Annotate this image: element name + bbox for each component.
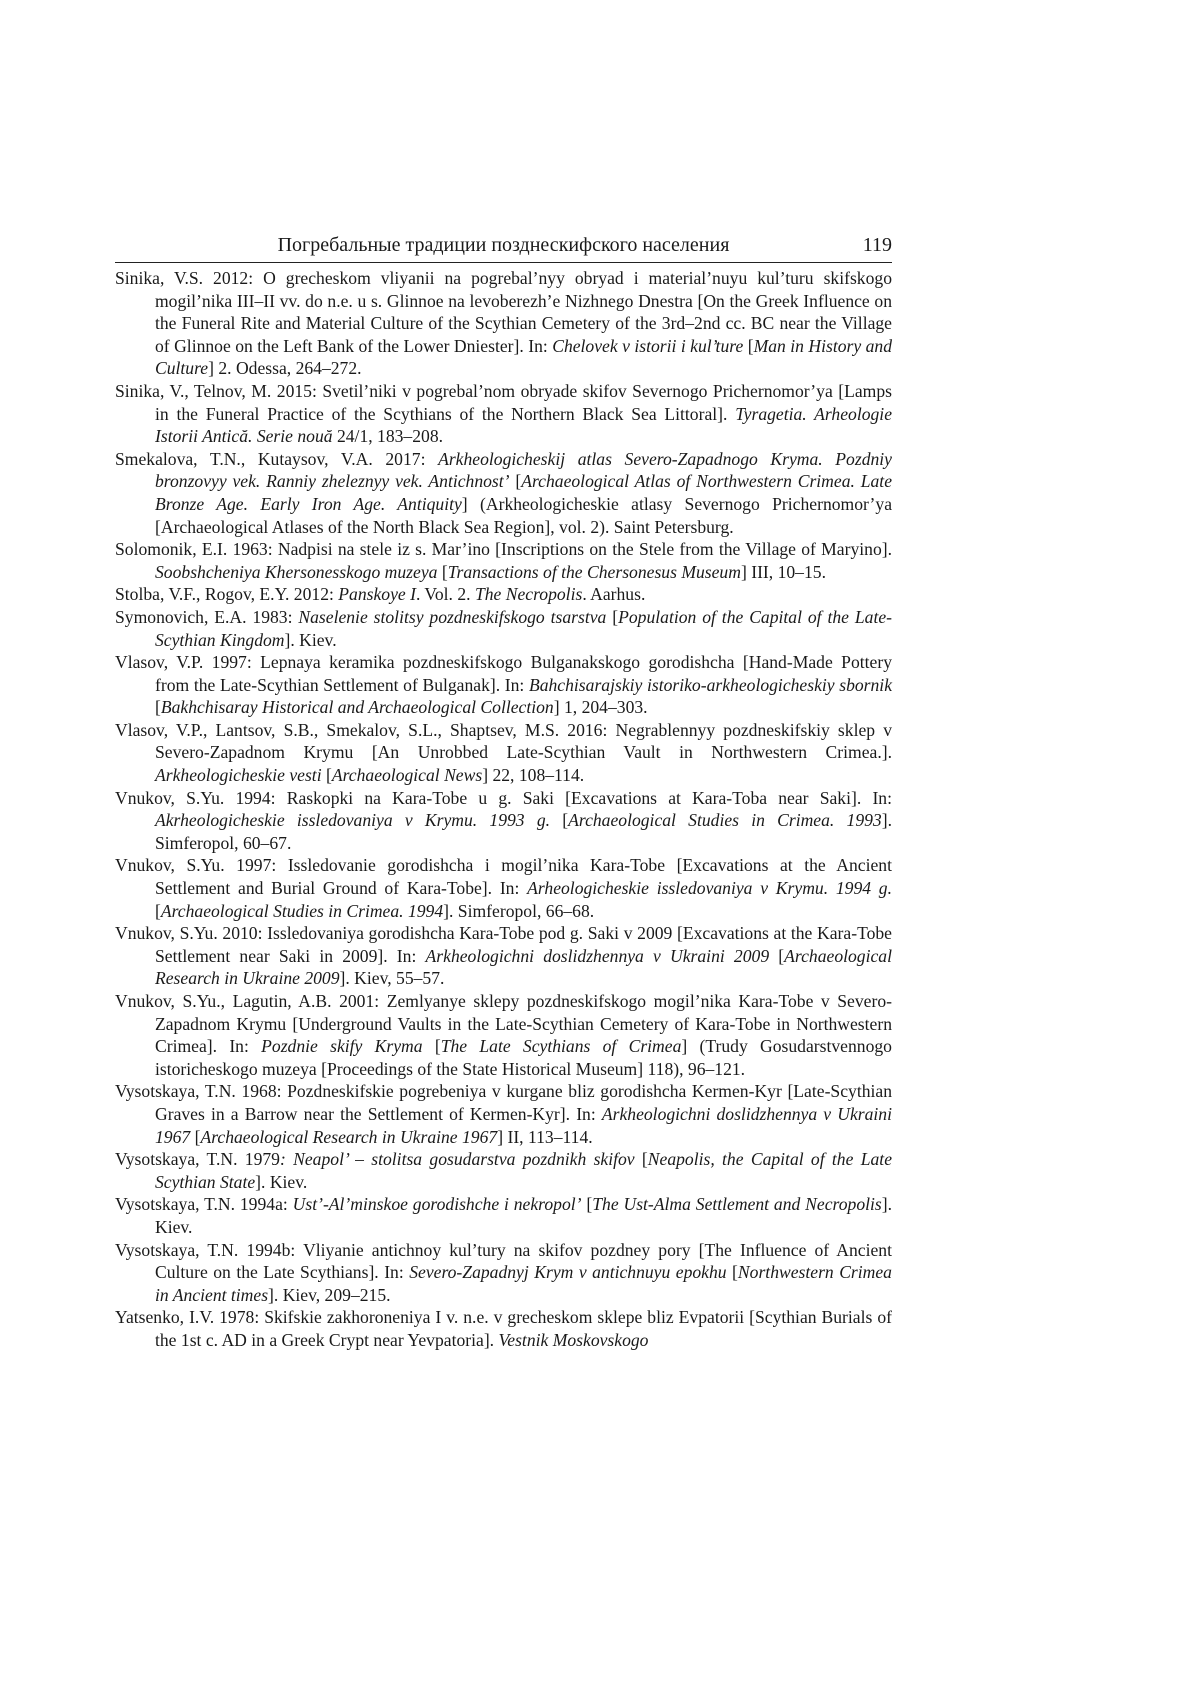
reference-italic-text: Pozdnie skify Kryma (261, 1036, 423, 1057)
reference-entry (115, 1148, 892, 1193)
reference-text: Yatsenko, I.V. 1978: Skifskie zakhoroneniya I v. n.e. v grecheskom sklepe bliz Evpatorii [Scythian Burials of the 1st c. AD in a Greek Crypt near Yevpatoria]. (115, 1307, 892, 1350)
reference-text: [ (509, 471, 522, 492)
reference-entry (115, 787, 892, 855)
reference-text: [ (155, 697, 161, 718)
reference-text: Sinika, V.S. 2012: O grecheskom vliyanii na pogrebal’nyy obryad i material’nuyu kul’turu skifskogo mogil’nika III–II vv. do n.e. u s. Glinnoe na levoberezh’e Nizhnego Dnestra [On the Greek Influence on the Funeral Rite and Material Culture of the Scythian Cemetery of the 3rd–2nd cc. BC near the Village of Glinnoe on the Left Bank of the Lower Dniester]. In: (115, 268, 892, 356)
reference-text: ]. Kiev. (155, 1194, 893, 1237)
reference-text: Vysotskaya, T.N. 1994a: (115, 1194, 293, 1215)
reference-entry (115, 854, 892, 922)
reference-text: ] 1, 204–303. (553, 697, 648, 718)
reference-italic-text: Soobshcheniya Khersonesskogo muzeya (155, 561, 438, 582)
reference-entry (115, 990, 892, 1080)
reference-text: [ (437, 561, 448, 582)
running-title: Погребальные традиции позднескифского населения (277, 234, 730, 256)
reference-italic-text: Archaeological Research in Ukraine 1967 (200, 1126, 498, 1147)
reference-italic-text: Population of the Capital of the Late-Scythian Kingdom (155, 606, 893, 650)
reference-italic-text: Archaeological News (331, 765, 483, 786)
reference-text: ]. Kiev. (284, 629, 337, 650)
reference-italic-text: Akrheologicheskie issledovaniya v Krymu. 1993 g. (155, 810, 551, 831)
reference-text: Sinika, V., Telnov, M. 2015: Svetil’niki v pogrebal’nom obryade skifov Severnogo Prichernomor’ya [Lamps in the Funeral Practice of the Scythians of the Northern Black Sea Littoral]. (115, 380, 892, 424)
reference-text: [ (606, 606, 619, 627)
reference-italic-text: Arkheologichni doslidzhennya v Ukraini 2009 (425, 945, 770, 966)
reference-text: Vnukov, S.Yu., Lagutin, A.B. 2001: Zemlyanye sklepy pozdneskifskogo mogil’nika Kara-Tobe v Severo-Zapadnom Krymu [Underground Vaults in the Late-Scythian Cemetery of Kara-Tobe in Northwestern Crimea]. In: (115, 991, 892, 1057)
reference-text: [ (155, 900, 161, 921)
reference-italic-text: Archaeological Atlas of Northwestern Crimea. Late Bronze Age. Early Iron Age. Antiquity (155, 471, 893, 514)
reference-italic-text: The Necropolis (474, 584, 583, 605)
reference-text: ]. Kiev. (255, 1171, 308, 1192)
reference-text: ]. Simferopol, 66–68. (443, 900, 595, 921)
reference-entry (115, 719, 892, 787)
reference-text: Vlasov, V.P., Lantsov, S.B., Smekalov, S.L., Shaptsev, M.S. 2016: Negrablennyy pozdneskifskiy sklep v Severo-Zapadnom Krymu [An Unrobbed Late-Scythian Vault in Northwestern Crimea.]. (115, 719, 892, 763)
reference-text: [ (422, 1036, 441, 1057)
reference-italic-text: Northwestern Crimea in Ancient times (155, 1262, 892, 1305)
reference-text: [ (726, 1262, 738, 1283)
reference-text: Vlasov, V.P. 1997: Lepnaya keramika pozdneskifskogo Bulganakskogo gorodishcha [Hand-Made Pottery from the Late-Scythian Settlement of Bulganak]. In: (115, 652, 892, 695)
reference-italic-text: The Late Scythians of Crimea (440, 1036, 682, 1057)
reference-text: Symonovich, E.A. 1983: (115, 606, 299, 627)
reference-text: [ (321, 765, 332, 786)
reference-italic-text: Panskoye I (338, 584, 416, 605)
reference-text: ] III, 10–15. (740, 561, 826, 582)
reference-italic-text: Archaeological Studies in Crimea. 1994 (160, 900, 444, 921)
reference-italic-text: Arkheologicheskie vesti (155, 765, 322, 786)
reference-italic-text: Vestnik Moskovskogo (498, 1329, 649, 1350)
reference-text: [ (769, 945, 785, 966)
reference-italic-text: : Neapol’ – stolitsa gosudarstva pozdnikh skifov (279, 1149, 635, 1170)
reference-text: ] II, 113–114. (497, 1126, 593, 1147)
reference-text: ]. Kiev, 55–57. (339, 968, 445, 989)
reference-italic-text: Tyragetia. Arheologie Istorii Antică. Serie nouă (155, 403, 892, 447)
reference-italic-text: Arheologicheskie issledovaniya v Krymu. 1994 g. (527, 878, 892, 899)
reference-italic-text: Severo-Zapadnyj Krym v antichnuyu epokhu (409, 1262, 727, 1283)
reference-text: ] (Arkheologicheskie atlasy Severnogo Prichernomor’ya [Archaeological Atlases of the North Black Sea Region], vol. 2). Saint Petersburg. (155, 493, 893, 537)
reference-text: Solomonik, E.I. 1963: Nadpisi na stele iz s. Mar’ino [Inscriptions on the Stele from the Village of Maryino]. (115, 539, 892, 560)
reference-italic-text: Neapolis, the Capital of the Late Scythian State (155, 1149, 892, 1192)
reference-text: Smekalova, T.N., Kutaysov, V.A. 2017: (115, 448, 439, 469)
reference-italic-text: Transactions of the Chersonesus Museum (447, 561, 741, 582)
reference-text: ]. Kiev, 209–215. (268, 1284, 391, 1305)
reference-italic-text: Archaeological Research in Ukraine 2009 (155, 945, 892, 989)
reference-text: Vysotskaya, T.N. 1968: Pozdneskifskie pogrebeniya v kurgane bliz gorodishcha Kermen-Kyr [Late-Scythian Graves in a Barrow near the Settlement of Kermen-Kyr]. In: (115, 1081, 892, 1124)
reference-list (115, 267, 892, 1352)
reference-text: Vysotskaya, T.N. 1979 (115, 1149, 280, 1170)
reference-entry (115, 1193, 892, 1238)
reference-italic-text: Ust’-Al’minskoe gorodishche i nekropol’ (292, 1194, 582, 1215)
reference-entry (115, 448, 892, 538)
reference-entry (115, 606, 892, 651)
reference-text: . Aarhus. (582, 584, 646, 605)
reference-text: [ (634, 1149, 648, 1170)
reference-text: ] (Trudy Gosudarstvennogo istoricheskogo muzeya [Proceedings of the State Historical Museum] 118), 96–121. (155, 1036, 892, 1079)
reference-entry (115, 583, 892, 606)
reference-italic-text: Archaeological Studies in Crimea. 1993 (568, 810, 882, 831)
reference-entry (115, 380, 892, 448)
page-number: 119 (862, 234, 892, 256)
reference-italic-text: Man in History and Culture (155, 335, 892, 379)
reference-italic-text: Chelovek v istorii i kul’ture (552, 335, 744, 356)
running-header (115, 232, 892, 263)
reference-italic-text: The Ust-Alma Settlement and Necropolis (592, 1194, 882, 1215)
reference-italic-text: Naselenie stolitsy pozdneskifskogo tsarstva (298, 606, 607, 627)
reference-text: Stolba, V.F., Rogov, E.Y. 2012: (115, 584, 339, 605)
reference-text: ] 2. Odessa, 264–272. (208, 358, 362, 379)
reference-text: [ (190, 1126, 201, 1147)
reference-entry (115, 922, 892, 990)
reference-text: ]. Simferopol, 60–67. (155, 810, 892, 853)
reference-italic-text: Bahchisarajskiy istoriko-arkheologicheskiy sbornik (528, 674, 892, 695)
reference-text: . Vol. 2. (415, 584, 475, 605)
reference-entry (115, 651, 892, 719)
reference-text: 24/1, 183–208. (332, 426, 444, 447)
reference-italic-text: Bakhchisaray Historical and Archaeological Collection (160, 697, 554, 718)
reference-text: Vnukov, S.Yu. 1997: Issledovanie gorodishcha i mogil’nika Kara-Tobe [Excavations at the Ancient Settlement and Burial Ground of Kara-Tobe]. In: (115, 855, 892, 899)
reference-text: Vnukov, S.Yu. 1994: Raskopki na Kara-Tobe u g. Saki [Excavations at Kara-Toba near Saki]. In: (115, 787, 892, 808)
reference-entry (115, 1239, 892, 1307)
reference-text: [ (550, 810, 569, 831)
reference-entry (115, 267, 892, 380)
reference-text: Vysotskaya, T.N. 1994b: Vliyanie antichnoy kul’tury na skifov pozdney pory [The Influence of Ancient Culture on the Late Scythians]. In: (115, 1239, 892, 1283)
reference-text: Vnukov, S.Yu. 2010: Issledovaniya gorodishcha Kara-Tobe pod g. Saki v 2009 [Excavations at the Kara-Tobe Settlement near Saki in 2009]. In: (115, 923, 892, 966)
reference-text: ] 22, 108–114. (482, 765, 585, 786)
reference-text: [ (743, 335, 754, 356)
reference-text: [ (581, 1194, 593, 1215)
reference-entry (115, 1080, 892, 1148)
reference-entry (115, 538, 892, 583)
reference-italic-text: Arkheologichni doslidzhennya v Ukraini 1967 (155, 1103, 892, 1147)
reference-entry (115, 1306, 892, 1351)
reference-italic-text: Arkheologicheskij atlas Severo-Zapadnogo Kryma. Pozdniy bronzovyy vek. Ranniy zheleznyy vek. Antichnost’ (155, 448, 892, 492)
